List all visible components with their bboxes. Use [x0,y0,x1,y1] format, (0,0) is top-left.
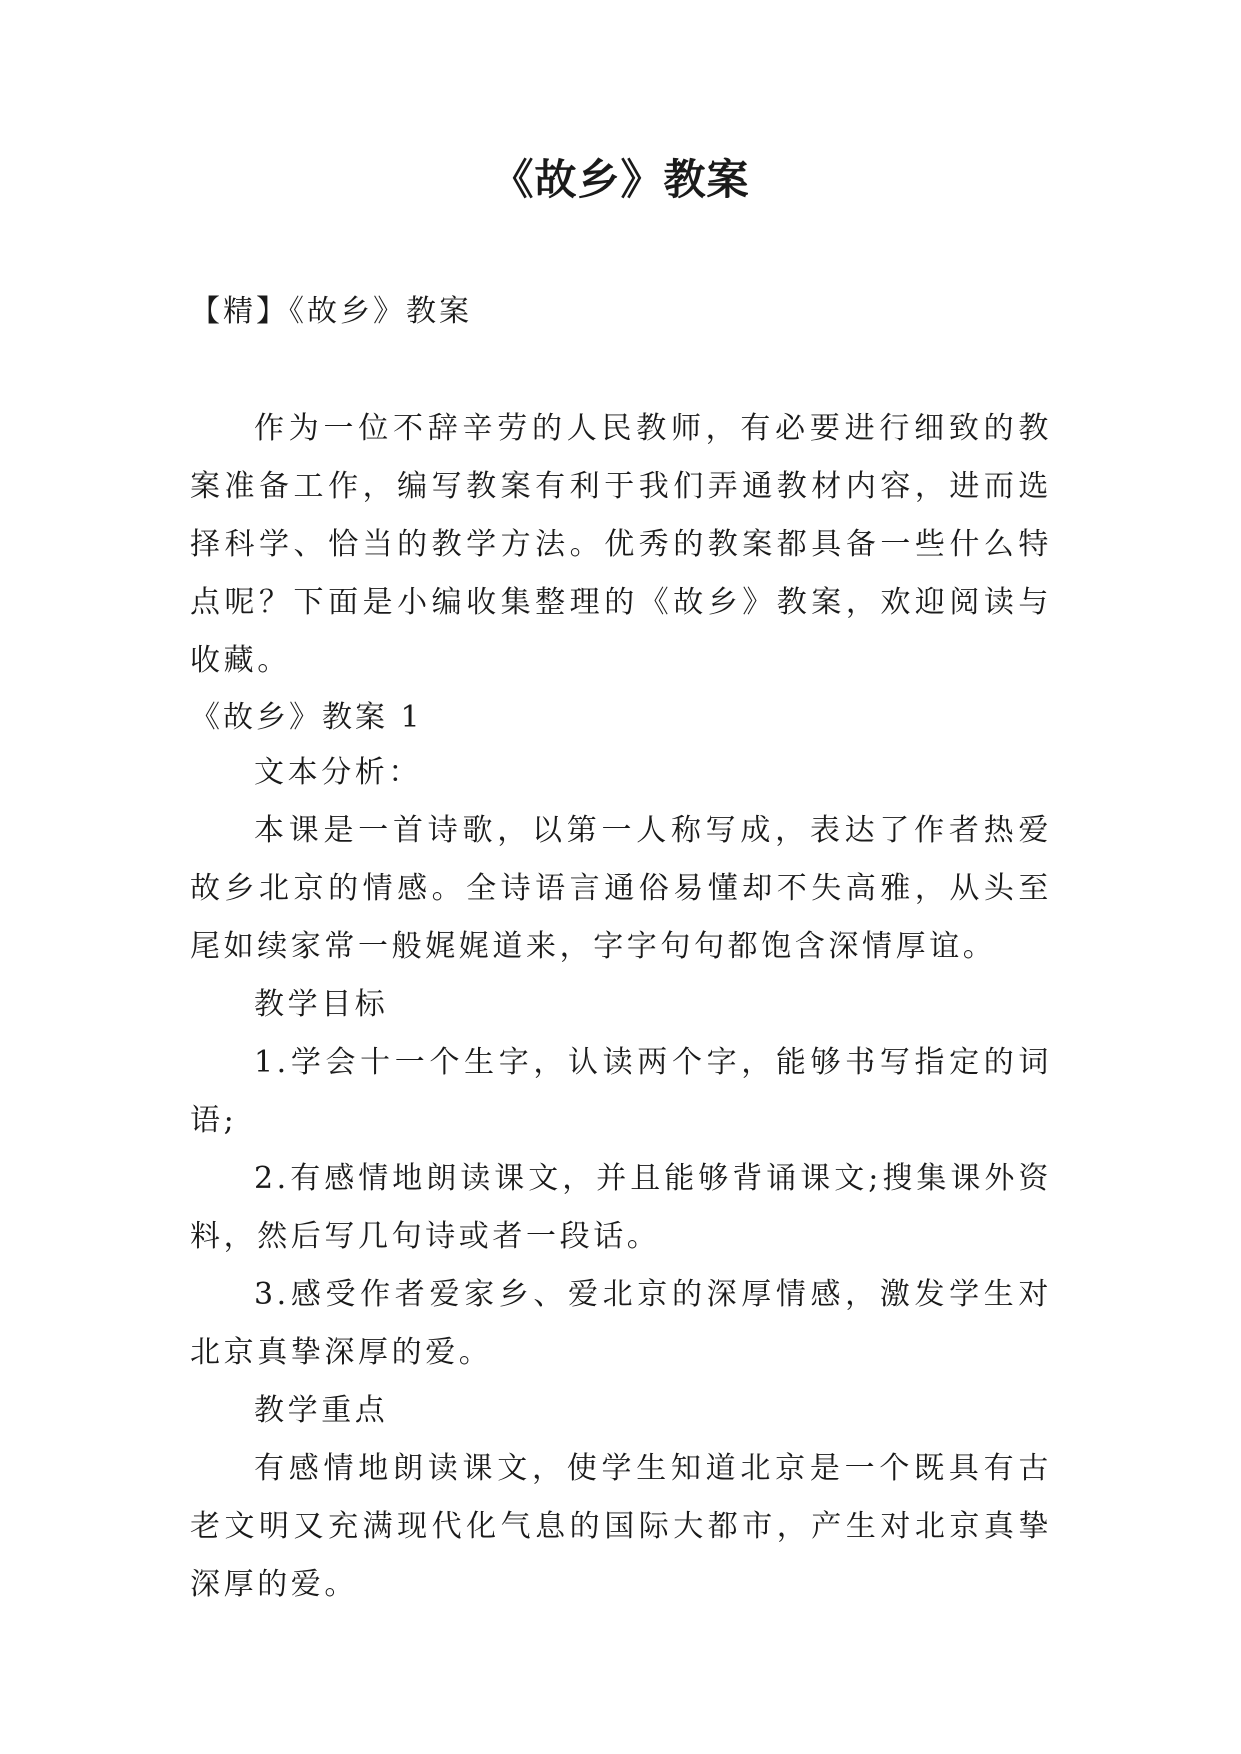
document-subtitle: 【精】《故乡》教案 [190,294,472,329]
intro-paragraph: 作为一位不辞辛劳的人民教师，有必要进行细致的教案准备工作，编写教案有利于我们弄通教材内容，进而选择科学、恰当的教学方法。优秀的教案都具备一些什么特点呢？下面是小编收集整理的《故乡》教案，欢迎阅读与收藏。 [190,411,1052,678]
teaching-focus-label: 教学重点 [254,1393,389,1428]
teaching-goal-2: 2.有感情地朗读课文，并且能够背诵课文;搜集课外资料，然后写几句诗或者一段话。 [190,1161,1052,1254]
text-analysis-paragraph: 本课是一首诗歌，以第一人称写成，表达了作者热爱故乡北京的情感。全诗语言通俗易懂却不失高雅，从头至尾如续家常一般娓娓道来，字字句句都饱含深情厚谊。 [190,813,1052,964]
teaching-goals-label: 教学目标 [254,987,389,1022]
teaching-goal-3: 3.感受作者爱家乡、爱北京的深厚情感，激发学生对北京真挚深厚的爱。 [190,1277,1052,1370]
section-heading: 《故乡》教案 1 [190,700,423,735]
teaching-goal-1: 1.学会十一个生字，认读两个字，能够书写指定的词语; [190,1045,1052,1138]
section-body [190,744,1052,1614]
teaching-focus-paragraph: 有感情地朗读课文，使学生知道北京是一个既具有古老文明又充满现代化气息的国际大都市，产生对北京真挚深厚的爱。 [190,1451,1052,1602]
text-analysis-label: 文本分析： [254,755,422,790]
document-title: 《故乡》教案 [491,155,750,204]
